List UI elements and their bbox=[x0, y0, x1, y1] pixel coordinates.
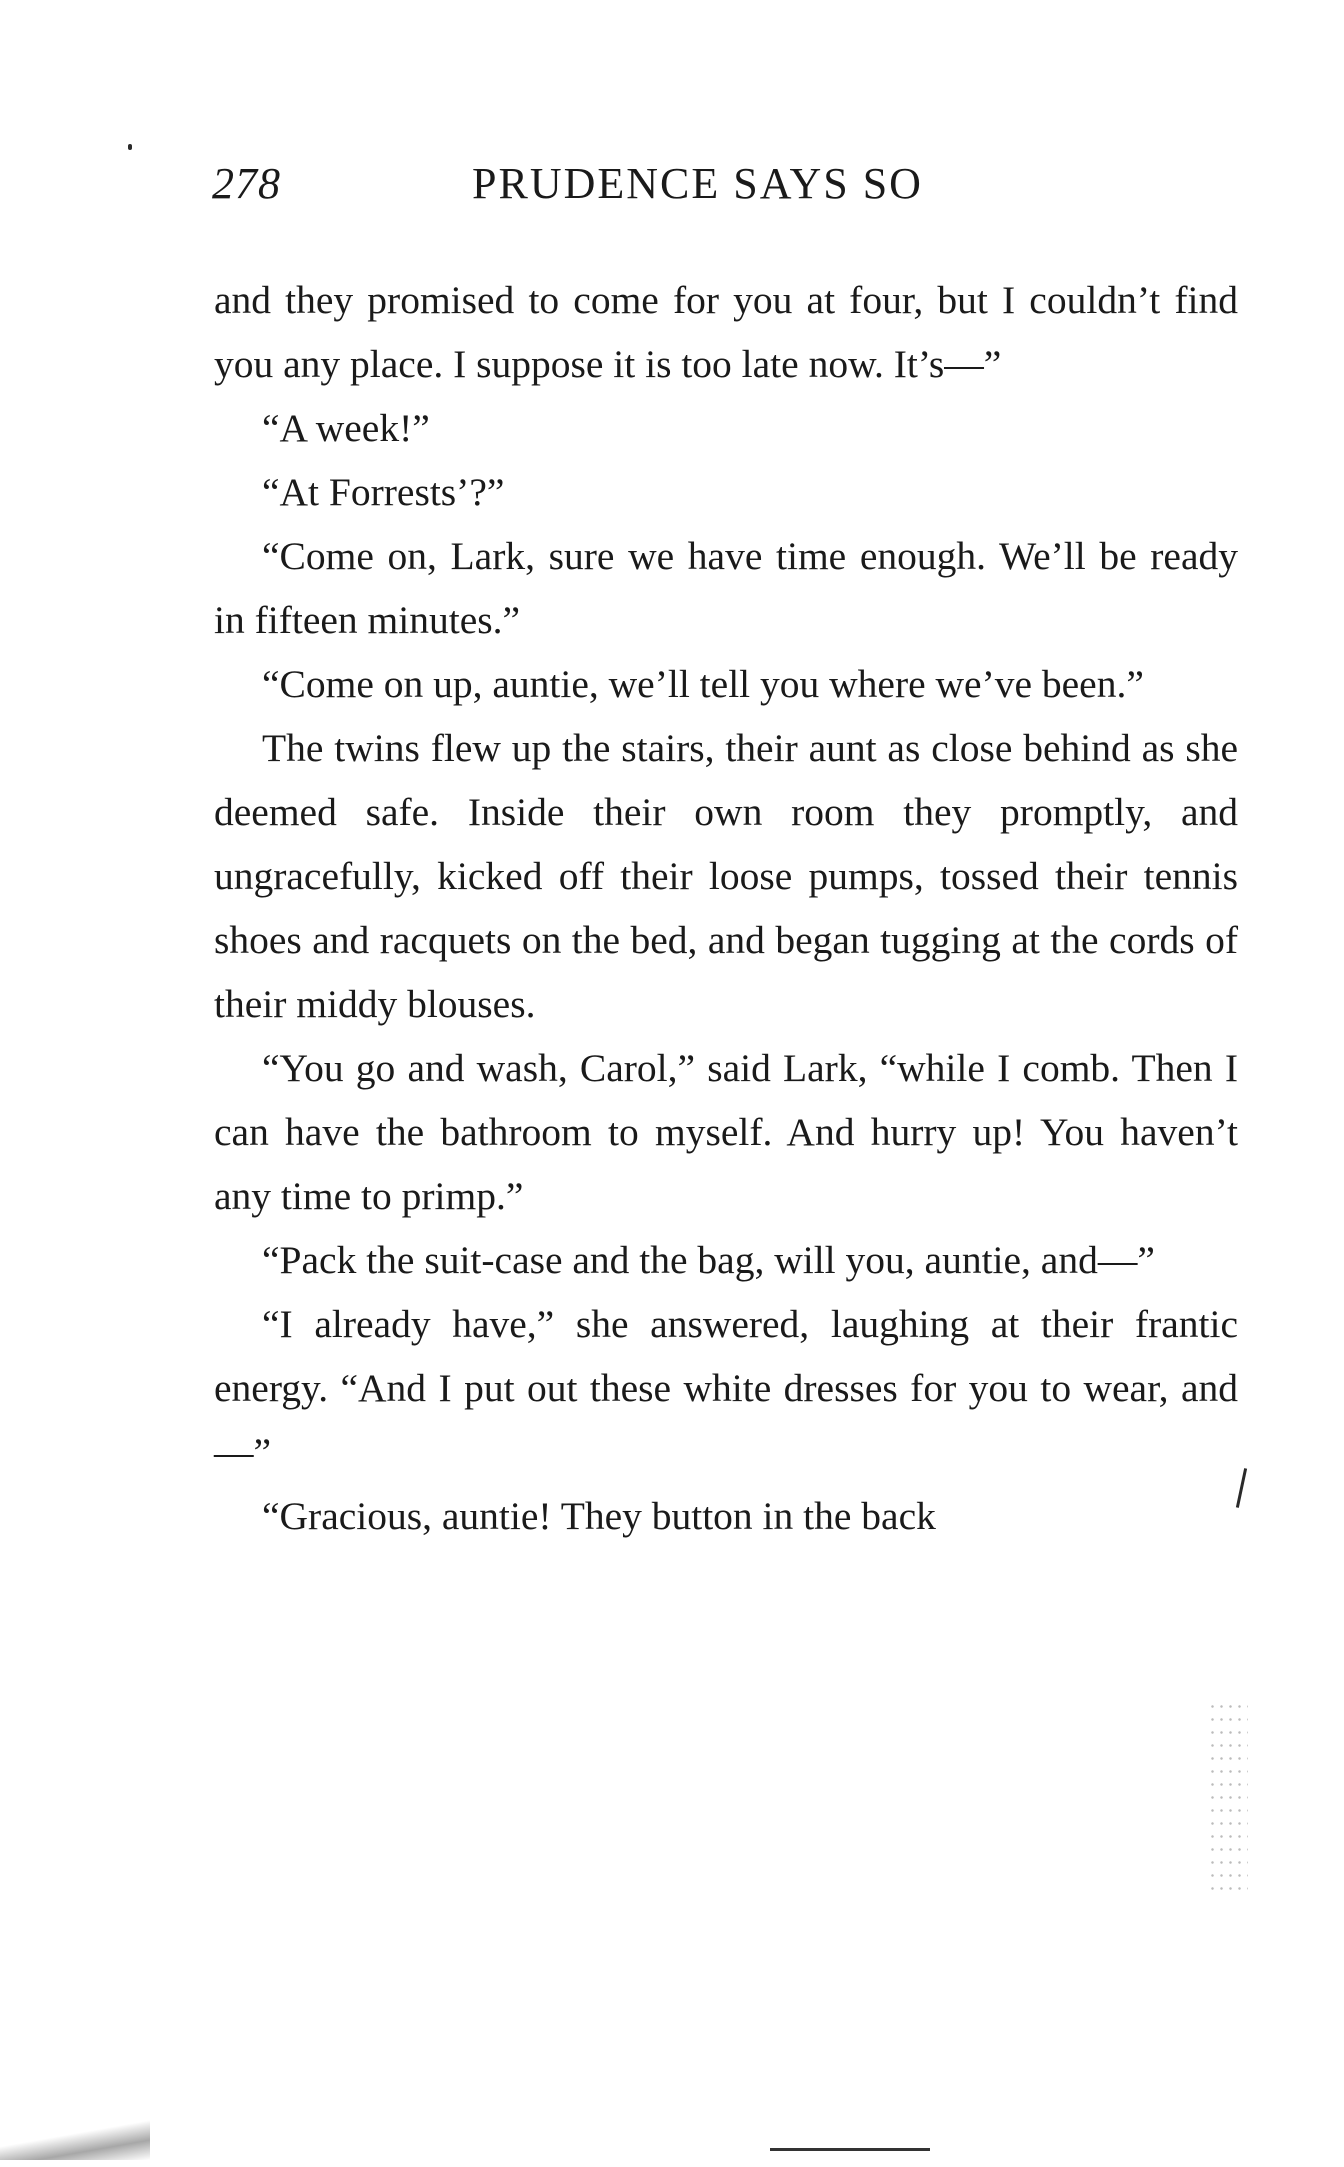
paragraph: “A week!” bbox=[262, 406, 430, 450]
paragraph: “Come on, Lark, sure we have time enough. We’ll be ready in fifteen minutes.” bbox=[214, 534, 1238, 642]
paragraph: “You go and wash, Carol,” said Lark, “while I comb. Then I can have the bathroom to myself. And hurry up! You haven’t any time to primp.” bbox=[214, 1046, 1238, 1218]
scan-corner-shadow bbox=[0, 2120, 150, 2160]
running-title: PRUDENCE SAYS SO bbox=[472, 159, 923, 208]
scan-speckles bbox=[1208, 1700, 1248, 1900]
paragraph: “I already have,” she answered, laughing at their frantic energy. “And I put out these white dresses for you to wear, and—” bbox=[214, 1302, 1238, 1474]
page-number: 278 bbox=[212, 159, 281, 208]
print-speck bbox=[128, 144, 132, 150]
paragraph: “Gracious, auntie! They button in the back bbox=[262, 1494, 936, 1538]
body-text bbox=[214, 268, 1238, 1548]
paragraph: “Pack the suit-case and the bag, will you, auntie, and—” bbox=[262, 1238, 1155, 1282]
paragraph: “Come on up, auntie, we’ll tell you where we’ve been.” bbox=[262, 662, 1144, 706]
scan-bottom-line bbox=[770, 2148, 930, 2151]
paragraph: and they promised to come for you at four, but I couldn’t find you any place. I suppose it is too late now. It’s—” bbox=[214, 278, 1238, 386]
paragraph: “At Forrests’?” bbox=[262, 470, 505, 514]
paragraph: The twins flew up the stairs, their aunt as close behind as she deemed safe. Inside their own room they promptly, and ungracefully, kicked off their loose pumps, tossed their tennis shoes and racquets on the bed, and began tugging at the cords of their middy blouses. bbox=[214, 726, 1238, 1026]
running-head bbox=[212, 158, 992, 218]
